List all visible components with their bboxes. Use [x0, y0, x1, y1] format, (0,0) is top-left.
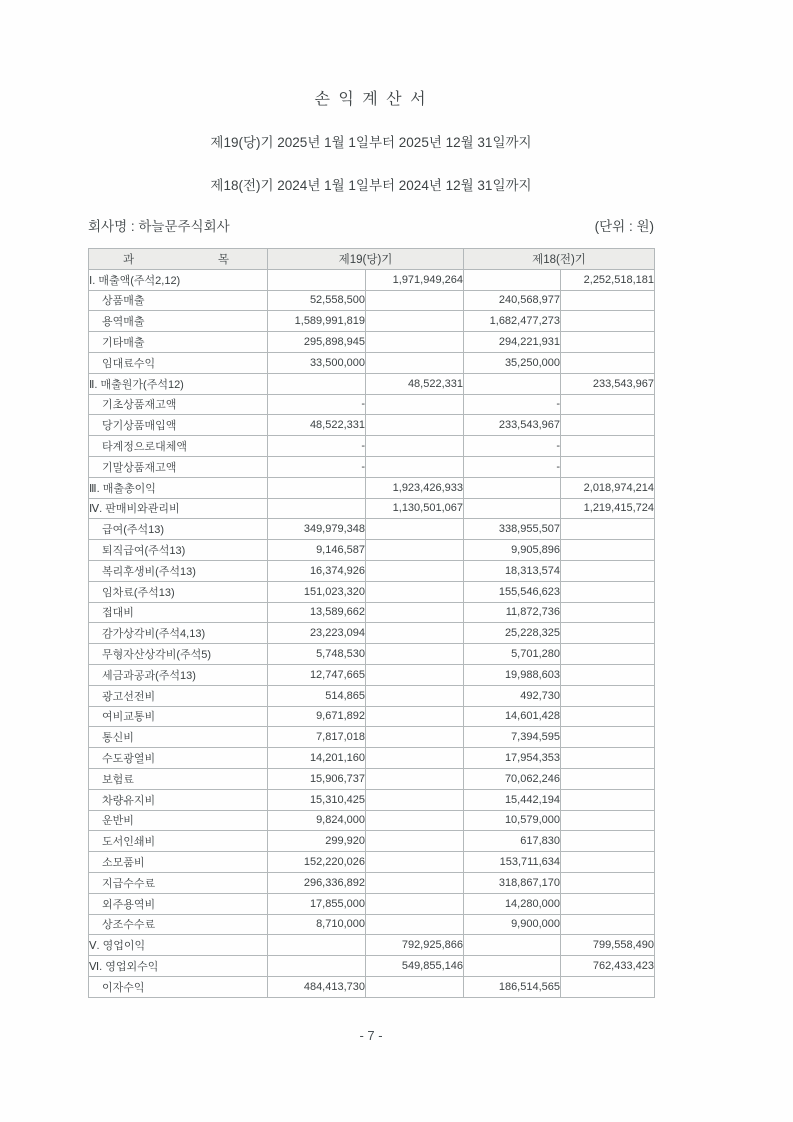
table-header-row [89, 249, 655, 270]
account-cell: 통신비 [89, 727, 268, 748]
prior-inner-cell: 318,867,170 [464, 872, 561, 893]
table-row [89, 831, 655, 852]
current-outer-cell [366, 789, 464, 810]
prior-inner-cell [464, 956, 561, 977]
current-outer-cell [366, 290, 464, 311]
table-row [89, 623, 655, 644]
current-inner-cell [268, 269, 366, 290]
account-cell: 급여(주석13) [89, 519, 268, 540]
prior-inner-cell: 338,955,507 [464, 519, 561, 540]
current-outer-cell [366, 768, 464, 789]
prior-inner-cell: 155,546,623 [464, 581, 561, 602]
current-inner-cell [268, 956, 366, 977]
current-inner-cell: 295,898,945 [268, 332, 366, 353]
period-line-prior: 제18(전)기 2024년 1월 1일부터 2024년 12월 31일까지 [210, 178, 532, 193]
account-cell: 도서인쇄비 [89, 831, 268, 852]
table-row [89, 352, 655, 373]
current-outer-cell [366, 436, 464, 457]
account-cell: 무형자산상각비(주석5) [89, 644, 268, 665]
current-outer-cell [366, 976, 464, 997]
account-cell: Ⅴ. 영업이익 [89, 935, 268, 956]
current-inner-cell: 33,500,000 [268, 352, 366, 373]
account-cell: 지급수수료 [89, 872, 268, 893]
prior-inner-cell: 492,730 [464, 685, 561, 706]
prior-inner-cell: 11,872,736 [464, 602, 561, 623]
table-row [89, 290, 655, 311]
current-period-header: 제19(당)기 [268, 249, 464, 270]
current-outer-cell: 792,925,866 [366, 935, 464, 956]
current-outer-cell [366, 581, 464, 602]
prior-outer-cell [561, 685, 655, 706]
unit-label: (단위 : 원) [594, 219, 654, 234]
table-row [89, 893, 655, 914]
prior-inner-cell: 294,221,931 [464, 332, 561, 353]
prior-outer-cell: 762,433,423 [561, 956, 655, 977]
account-cell: 운반비 [89, 810, 268, 831]
prior-inner-cell: 9,905,896 [464, 540, 561, 561]
current-outer-cell [366, 456, 464, 477]
current-outer-cell [366, 831, 464, 852]
table-row [89, 456, 655, 477]
current-inner-cell: 514,865 [268, 685, 366, 706]
prior-inner-cell: - [464, 394, 561, 415]
account-cell: Ⅱ. 매출원가(주석12) [89, 373, 268, 394]
prior-inner-cell: 5,701,280 [464, 644, 561, 665]
prior-outer-cell [561, 311, 655, 332]
current-outer-cell [366, 664, 464, 685]
prior-outer-cell [561, 789, 655, 810]
current-inner-cell: 15,310,425 [268, 789, 366, 810]
current-inner-cell: 299,920 [268, 831, 366, 852]
current-outer-cell [366, 685, 464, 706]
prior-outer-cell [561, 810, 655, 831]
account-cell: 기말상품재고액 [89, 456, 268, 477]
current-outer-cell: 48,522,331 [366, 373, 464, 394]
account-cell: 접대비 [89, 602, 268, 623]
current-outer-cell [366, 852, 464, 873]
current-inner-cell [268, 935, 366, 956]
account-cell: 퇴직급여(주석13) [89, 540, 268, 561]
table-row [89, 311, 655, 332]
current-outer-cell [366, 311, 464, 332]
table-row [89, 415, 655, 436]
current-inner-cell: 9,671,892 [268, 706, 366, 727]
prior-period-header: 제18(전)기 [464, 249, 655, 270]
current-outer-cell [366, 706, 464, 727]
current-outer-cell [366, 914, 464, 935]
account-cell: 기타매출 [89, 332, 268, 353]
table-row [89, 664, 655, 685]
current-inner-cell: 12,747,665 [268, 664, 366, 685]
prior-outer-cell [561, 456, 655, 477]
prior-outer-cell [561, 706, 655, 727]
current-outer-cell [366, 394, 464, 415]
prior-outer-cell [561, 623, 655, 644]
prior-outer-cell [561, 976, 655, 997]
prior-outer-cell [561, 914, 655, 935]
current-outer-cell [366, 893, 464, 914]
table-row [89, 644, 655, 665]
account-cell: 외주용역비 [89, 893, 268, 914]
prior-outer-cell [561, 748, 655, 769]
current-inner-cell: 15,906,737 [268, 768, 366, 789]
account-cell: 상품매출 [89, 290, 268, 311]
period-line-current: 제19(당)기 2025년 1월 1일부터 2025년 12월 31일까지 [210, 135, 532, 150]
prior-inner-cell: 35,250,000 [464, 352, 561, 373]
prior-outer-cell [561, 540, 655, 561]
prior-outer-cell [561, 290, 655, 311]
prior-inner-cell: 19,988,603 [464, 664, 561, 685]
account-header-left: 과 [123, 253, 135, 266]
table-row [89, 872, 655, 893]
table-row [89, 373, 655, 394]
prior-inner-cell [464, 935, 561, 956]
table-row [89, 581, 655, 602]
prior-inner-cell: 70,062,246 [464, 768, 561, 789]
prior-outer-cell [561, 560, 655, 581]
prior-outer-cell [561, 602, 655, 623]
table-row [89, 706, 655, 727]
prior-outer-cell [561, 352, 655, 373]
current-inner-cell: 9,146,587 [268, 540, 366, 561]
prior-inner-cell: 233,543,967 [464, 415, 561, 436]
current-inner-cell: 349,979,348 [268, 519, 366, 540]
current-outer-cell [366, 602, 464, 623]
table-row [89, 914, 655, 935]
current-inner-cell: 9,824,000 [268, 810, 366, 831]
prior-inner-cell: 186,514,565 [464, 976, 561, 997]
table-row [89, 498, 655, 519]
current-inner-cell: 5,748,530 [268, 644, 366, 665]
prior-outer-cell [561, 644, 655, 665]
current-outer-cell [366, 352, 464, 373]
document-title: 손 익 계 산 서 [314, 91, 428, 108]
current-outer-cell [366, 727, 464, 748]
prior-inner-cell [464, 498, 561, 519]
current-inner-cell: - [268, 394, 366, 415]
table-row [89, 602, 655, 623]
account-cell: 세금과공과(주석13) [89, 664, 268, 685]
account-cell: Ⅰ. 매출액(주석2,12) [89, 269, 268, 290]
prior-inner-cell: 14,601,428 [464, 706, 561, 727]
current-inner-cell: - [268, 436, 366, 457]
prior-outer-cell [561, 664, 655, 685]
current-inner-cell: 151,023,320 [268, 581, 366, 602]
account-cell: 차량유지비 [89, 789, 268, 810]
account-cell: 이자수익 [89, 976, 268, 997]
prior-outer-cell: 233,543,967 [561, 373, 655, 394]
current-outer-cell [366, 560, 464, 581]
current-inner-cell [268, 477, 366, 498]
current-inner-cell [268, 498, 366, 519]
account-cell: Ⅲ. 매출총이익 [89, 477, 268, 498]
table-row [89, 768, 655, 789]
prior-inner-cell: - [464, 456, 561, 477]
account-column-header [89, 249, 268, 270]
account-cell: 감가상각비(주석4,13) [89, 623, 268, 644]
prior-inner-cell: - [464, 436, 561, 457]
prior-inner-cell: 15,442,194 [464, 789, 561, 810]
table-row [89, 269, 655, 290]
prior-outer-cell [561, 727, 655, 748]
prior-inner-cell: 14,280,000 [464, 893, 561, 914]
current-outer-cell [366, 644, 464, 665]
account-cell: 보험료 [89, 768, 268, 789]
account-cell: 임차료(주석13) [89, 581, 268, 602]
current-outer-cell: 1,130,501,067 [366, 498, 464, 519]
account-cell: 광고선전비 [89, 685, 268, 706]
prior-inner-cell [464, 269, 561, 290]
account-cell: 상조수수료 [89, 914, 268, 935]
prior-outer-cell [561, 872, 655, 893]
current-inner-cell: 7,817,018 [268, 727, 366, 748]
table-row [89, 519, 655, 540]
table-row [89, 956, 655, 977]
account-header-text [89, 251, 267, 267]
current-inner-cell [268, 373, 366, 394]
prior-inner-cell [464, 477, 561, 498]
prior-inner-cell: 17,954,353 [464, 748, 561, 769]
prior-outer-cell [561, 831, 655, 852]
account-cell: 소모품비 [89, 852, 268, 873]
prior-outer-cell: 1,219,415,724 [561, 498, 655, 519]
table-row [89, 332, 655, 353]
prior-inner-cell: 18,313,574 [464, 560, 561, 581]
prior-inner-cell: 9,900,000 [464, 914, 561, 935]
prior-inner-cell: 617,830 [464, 831, 561, 852]
table-row [89, 394, 655, 415]
current-inner-cell: - [268, 456, 366, 477]
current-outer-cell [366, 810, 464, 831]
account-cell: Ⅵ. 영업외수익 [89, 956, 268, 977]
account-cell: 용역매출 [89, 311, 268, 332]
prior-inner-cell: 240,568,977 [464, 290, 561, 311]
prior-outer-cell [561, 332, 655, 353]
current-inner-cell: 52,558,500 [268, 290, 366, 311]
prior-outer-cell: 2,252,518,181 [561, 269, 655, 290]
account-cell: Ⅳ. 판매비와관리비 [89, 498, 268, 519]
page-number: - 7 - [359, 1028, 383, 1043]
current-inner-cell: 14,201,160 [268, 748, 366, 769]
account-cell: 복리후생비(주석13) [89, 560, 268, 581]
prior-outer-cell [561, 394, 655, 415]
table-row [89, 477, 655, 498]
table-row [89, 789, 655, 810]
table-row [89, 976, 655, 997]
table-row [89, 748, 655, 769]
table-row [89, 810, 655, 831]
account-cell: 여비교통비 [89, 706, 268, 727]
current-inner-cell: 296,336,892 [268, 872, 366, 893]
income-statement-table [88, 248, 655, 998]
table-body [89, 269, 655, 997]
current-outer-cell: 1,971,949,264 [366, 269, 464, 290]
current-outer-cell [366, 332, 464, 353]
table-row [89, 935, 655, 956]
table-row [89, 540, 655, 561]
table-row [89, 560, 655, 581]
account-cell: 타계정으로대체액 [89, 436, 268, 457]
prior-inner-cell: 7,394,595 [464, 727, 561, 748]
prior-inner-cell: 153,711,634 [464, 852, 561, 873]
prior-inner-cell [464, 373, 561, 394]
prior-inner-cell: 1,682,477,273 [464, 311, 561, 332]
current-outer-cell [366, 519, 464, 540]
prior-outer-cell [561, 415, 655, 436]
current-outer-cell [366, 748, 464, 769]
account-cell: 임대료수익 [89, 352, 268, 373]
current-outer-cell [366, 872, 464, 893]
current-outer-cell [366, 415, 464, 436]
account-cell: 수도광열비 [89, 748, 268, 769]
current-inner-cell: 17,855,000 [268, 893, 366, 914]
document-content [88, 0, 654, 998]
prior-outer-cell [561, 852, 655, 873]
current-inner-cell: 48,522,331 [268, 415, 366, 436]
prior-outer-cell: 2,018,974,214 [561, 477, 655, 498]
meta-row [88, 215, 654, 235]
company-name: 회사명 : 하늘문주식회사 [88, 219, 230, 234]
table-row [89, 436, 655, 457]
table-row [89, 727, 655, 748]
prior-inner-cell: 10,579,000 [464, 810, 561, 831]
prior-outer-cell [561, 436, 655, 457]
current-outer-cell [366, 623, 464, 644]
current-inner-cell: 16,374,926 [268, 560, 366, 581]
account-cell: 기초상품재고액 [89, 394, 268, 415]
current-outer-cell [366, 540, 464, 561]
prior-outer-cell [561, 768, 655, 789]
current-outer-cell: 549,855,146 [366, 956, 464, 977]
prior-outer-cell: 799,558,490 [561, 935, 655, 956]
current-inner-cell: 484,413,730 [268, 976, 366, 997]
prior-outer-cell [561, 581, 655, 602]
current-inner-cell: 8,710,000 [268, 914, 366, 935]
table-row [89, 852, 655, 873]
current-inner-cell: 152,220,026 [268, 852, 366, 873]
prior-inner-cell: 25,228,325 [464, 623, 561, 644]
prior-outer-cell [561, 893, 655, 914]
current-inner-cell: 23,223,094 [268, 623, 366, 644]
current-inner-cell: 1,589,991,819 [268, 311, 366, 332]
account-header-right: 목 [217, 253, 229, 266]
current-inner-cell: 13,589,662 [268, 602, 366, 623]
current-outer-cell: 1,923,426,933 [366, 477, 464, 498]
table-row [89, 685, 655, 706]
account-cell: 당기상품매입액 [89, 415, 268, 436]
prior-outer-cell [561, 519, 655, 540]
